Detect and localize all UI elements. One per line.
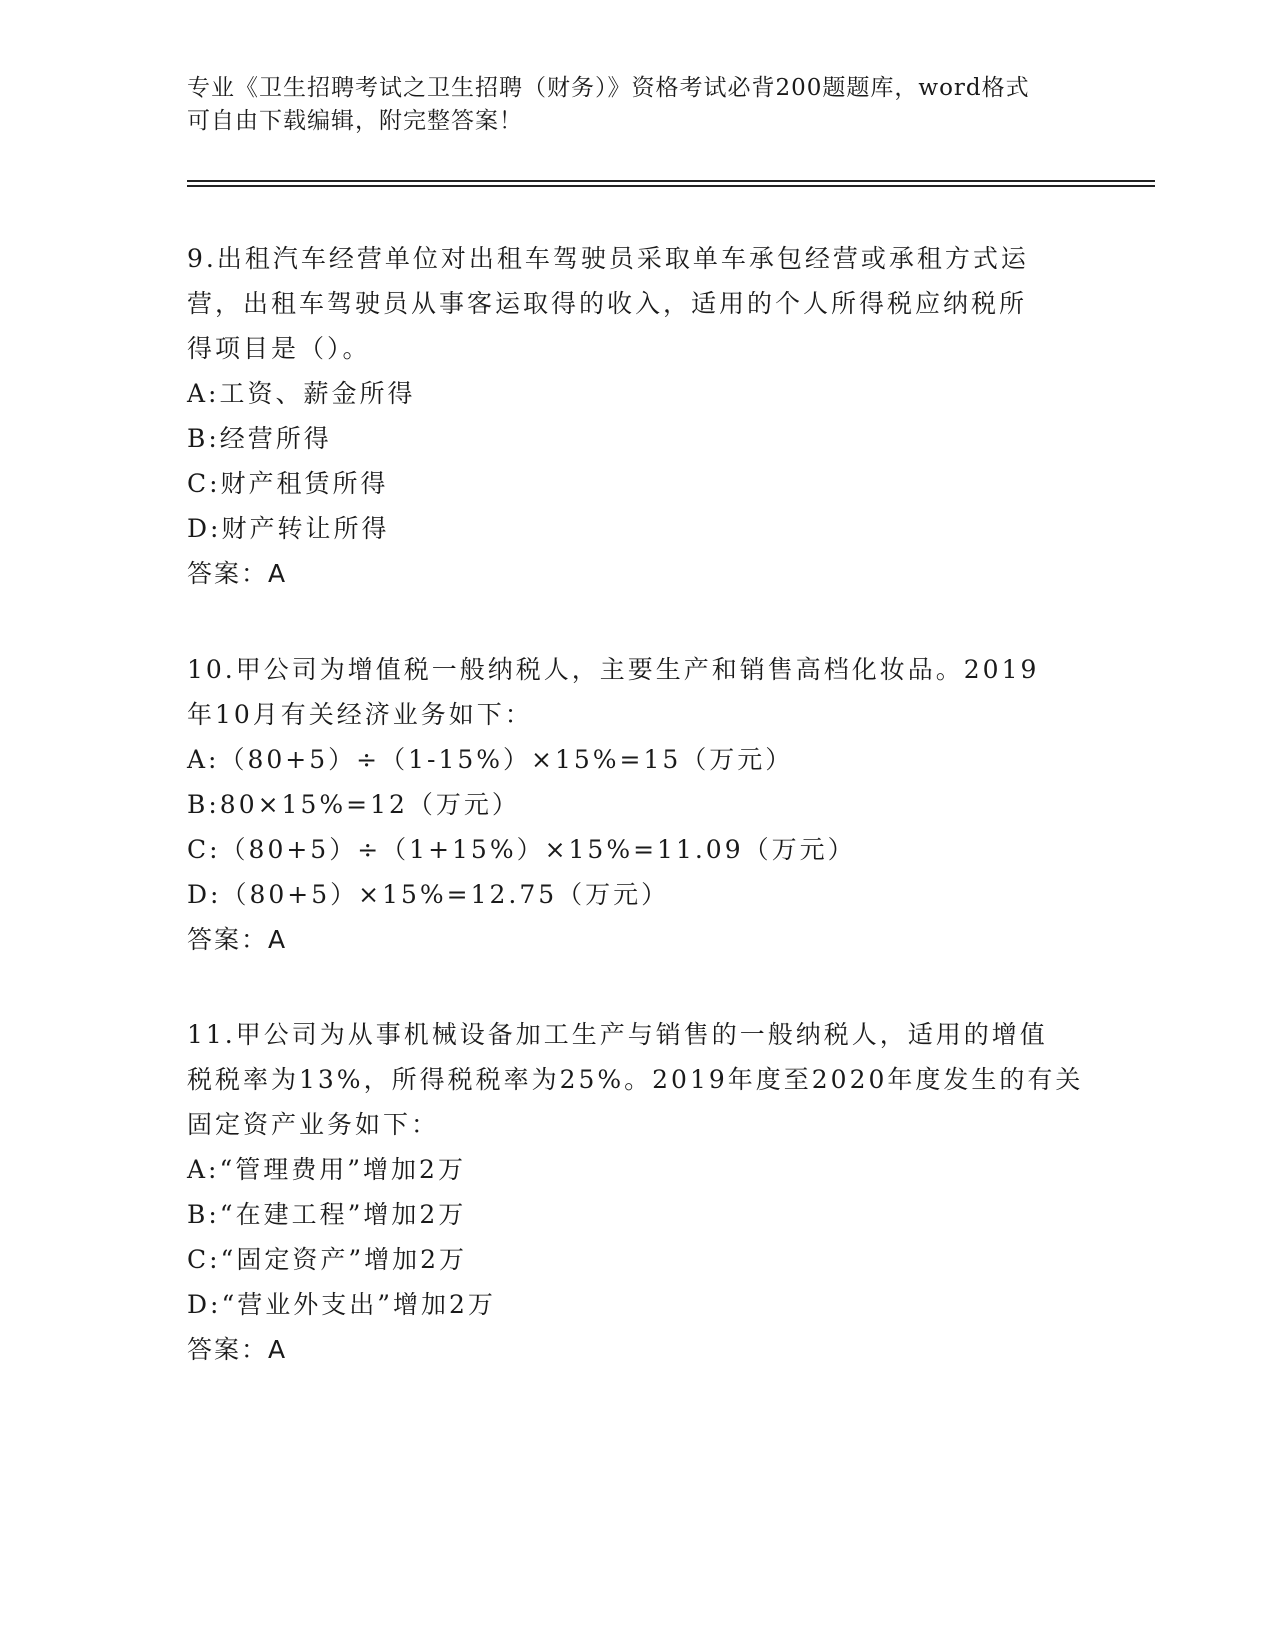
- header-line-2: 可自由下载编辑，附完整答案！: [187, 108, 523, 134]
- option-d: D:（80+5）×15%=12.75（万元）: [187, 880, 670, 909]
- question-stem-line: 得项目是（）。: [187, 334, 371, 363]
- option-c: C:财产租赁所得: [187, 469, 389, 498]
- option-d: D:财产转让所得: [187, 514, 390, 543]
- option-b: B:80×15%=12（万元）: [187, 790, 520, 819]
- option-c: C:（80+5）÷（1+15%）×15%=11.09（万元）: [187, 835, 856, 864]
- question-stem-line: 营，出租车驾驶员从事客运取得的收入，适用的个人所得税应纳税所: [187, 289, 1028, 318]
- question-9: [187, 236, 1087, 596]
- option-b: B:“在建工程”增加2万: [187, 1200, 467, 1229]
- question-stem-line: 固定资产业务如下：: [187, 1110, 440, 1139]
- header-divider-top: [187, 180, 1155, 182]
- question-11: [187, 1012, 1087, 1372]
- header-divider-bottom: [187, 185, 1155, 187]
- option-d: D:“营业外支出”增加2万: [187, 1290, 496, 1319]
- answer-line: 答案：A: [187, 559, 288, 588]
- question-stem-line: 11.甲公司为从事机械设备加工生产与销售的一般纳税人，适用的增值: [187, 1020, 1048, 1049]
- option-a: A:（80+5）÷（1-15%）×15%=15（万元）: [187, 745, 794, 774]
- question-stem-line: 9.出租汽车经营单位对出租车驾驶员采取单车承包经营或承租方式运: [187, 244, 1029, 273]
- question-10: [187, 647, 1087, 962]
- answer-line: 答案：A: [187, 1335, 288, 1364]
- header-line-1: 专业《卫生招聘考试之卫生招聘（财务）》资格考试必背200题题库，word格式: [187, 75, 1030, 101]
- question-stem-line: 税税率为13%，所得税税率为25%。2019年度至2020年度发生的有关: [187, 1065, 1084, 1094]
- option-c: C:“固定资产”增加2万: [187, 1245, 468, 1274]
- option-b: B:经营所得: [187, 424, 332, 453]
- option-a: A:工资、薪金所得: [187, 379, 416, 408]
- option-a: A:“管理费用”增加2万: [187, 1155, 466, 1184]
- question-stem-line: 10.甲公司为增值税一般纳税人，主要生产和销售高档化妆品。2019: [187, 655, 1040, 684]
- question-stem-line: 年10月有关经济业务如下：: [187, 700, 533, 729]
- answer-line: 答案：A: [187, 925, 288, 954]
- document-header: [187, 72, 1067, 138]
